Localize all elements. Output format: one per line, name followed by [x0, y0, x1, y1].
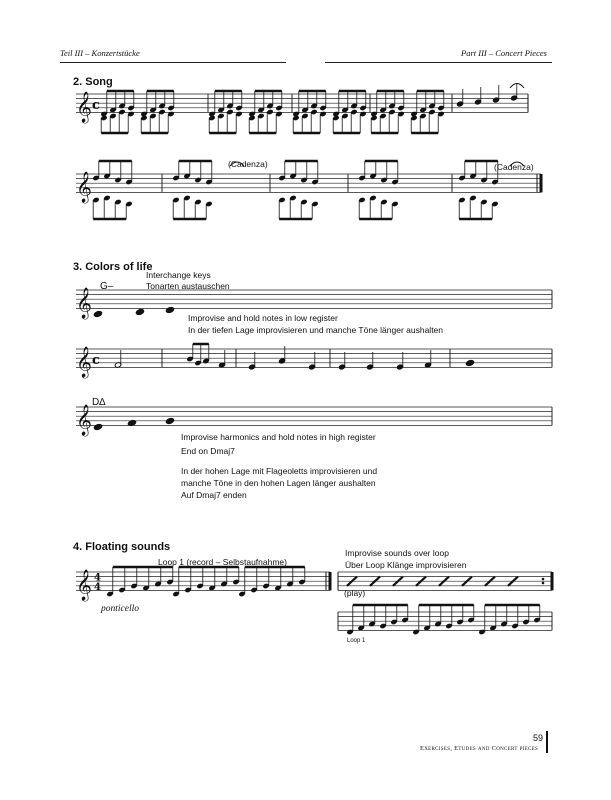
repeat-dot — [542, 582, 545, 585]
note-head — [135, 308, 145, 316]
instruction-text: Improvise and hold notes in low register — [188, 313, 338, 323]
note-head — [93, 423, 103, 431]
instruction-text: In der tiefen Lage improvisieren und manche Töne länger aushalten — [188, 325, 444, 335]
treble-clef-icon: 𝄞 — [76, 346, 92, 378]
section-title-colors: 3. Colors of life — [73, 261, 153, 273]
note-head — [465, 359, 475, 367]
instruction-text: Auf Dmaj7 enden — [181, 490, 247, 500]
common-time-icon: c — [92, 352, 100, 368]
note-head — [165, 306, 175, 314]
instruction-text: In der hohen Lage mit Flageoletts improvisieren und — [181, 466, 378, 476]
footer-title: Exercises, Etudes and Concert pieces — [420, 745, 539, 752]
fermata-icon — [510, 162, 524, 166]
fermata-icon — [230, 162, 244, 166]
instruction-text: Interchange keys — [146, 270, 211, 280]
page-number: 59 — [533, 733, 544, 743]
loop-small-label: Loop 1 — [347, 638, 366, 644]
running-header-right: Part III – Concert Pieces — [461, 48, 547, 58]
note-head — [93, 310, 103, 318]
chord-symbol: D∆ — [92, 397, 106, 408]
instruction-text: Improvise harmonics and hold notes in high register — [181, 432, 376, 442]
instruction-text: Tonarten austauschen — [146, 281, 230, 291]
treble-clef-icon: 𝄞 — [76, 569, 92, 601]
treble-clef-icon: 𝄞 — [76, 287, 92, 319]
time-signature: 4 — [94, 581, 101, 593]
instruction-text: manche Töne in den hohen Lagen länger aushalten — [181, 478, 376, 488]
running-header-left: Teil III – Konzertstücke — [60, 48, 140, 58]
section-title-floating: 4. Floating sounds — [73, 541, 171, 553]
instruction-text: Über Loop Klänge improvisieren — [345, 560, 467, 570]
treble-clef-icon: 𝄞 — [76, 404, 92, 436]
common-time-icon: c — [92, 97, 100, 113]
time-signature: 4 — [94, 572, 101, 584]
instruction-text: End on Dmaj7 — [181, 446, 235, 456]
expression-marking: ponticello — [101, 604, 139, 614]
cadenza-label: (Cadenza) — [228, 159, 268, 169]
note-head — [165, 417, 175, 425]
play-label: (play) — [344, 588, 366, 598]
cadenza-label: (Cadenza) — [494, 162, 534, 172]
section-title-song: 2. Song — [73, 76, 113, 88]
treble-clef-icon: 𝄞 — [76, 91, 92, 123]
repeat-dot — [542, 578, 545, 581]
instruction-text: Improvise sounds over loop — [345, 548, 449, 558]
loop-label: Loop 1 (record – Selbstaufnahme) — [158, 557, 287, 567]
chord-symbol: G– — [100, 281, 114, 292]
treble-clef-icon: 𝄞 — [76, 171, 92, 203]
